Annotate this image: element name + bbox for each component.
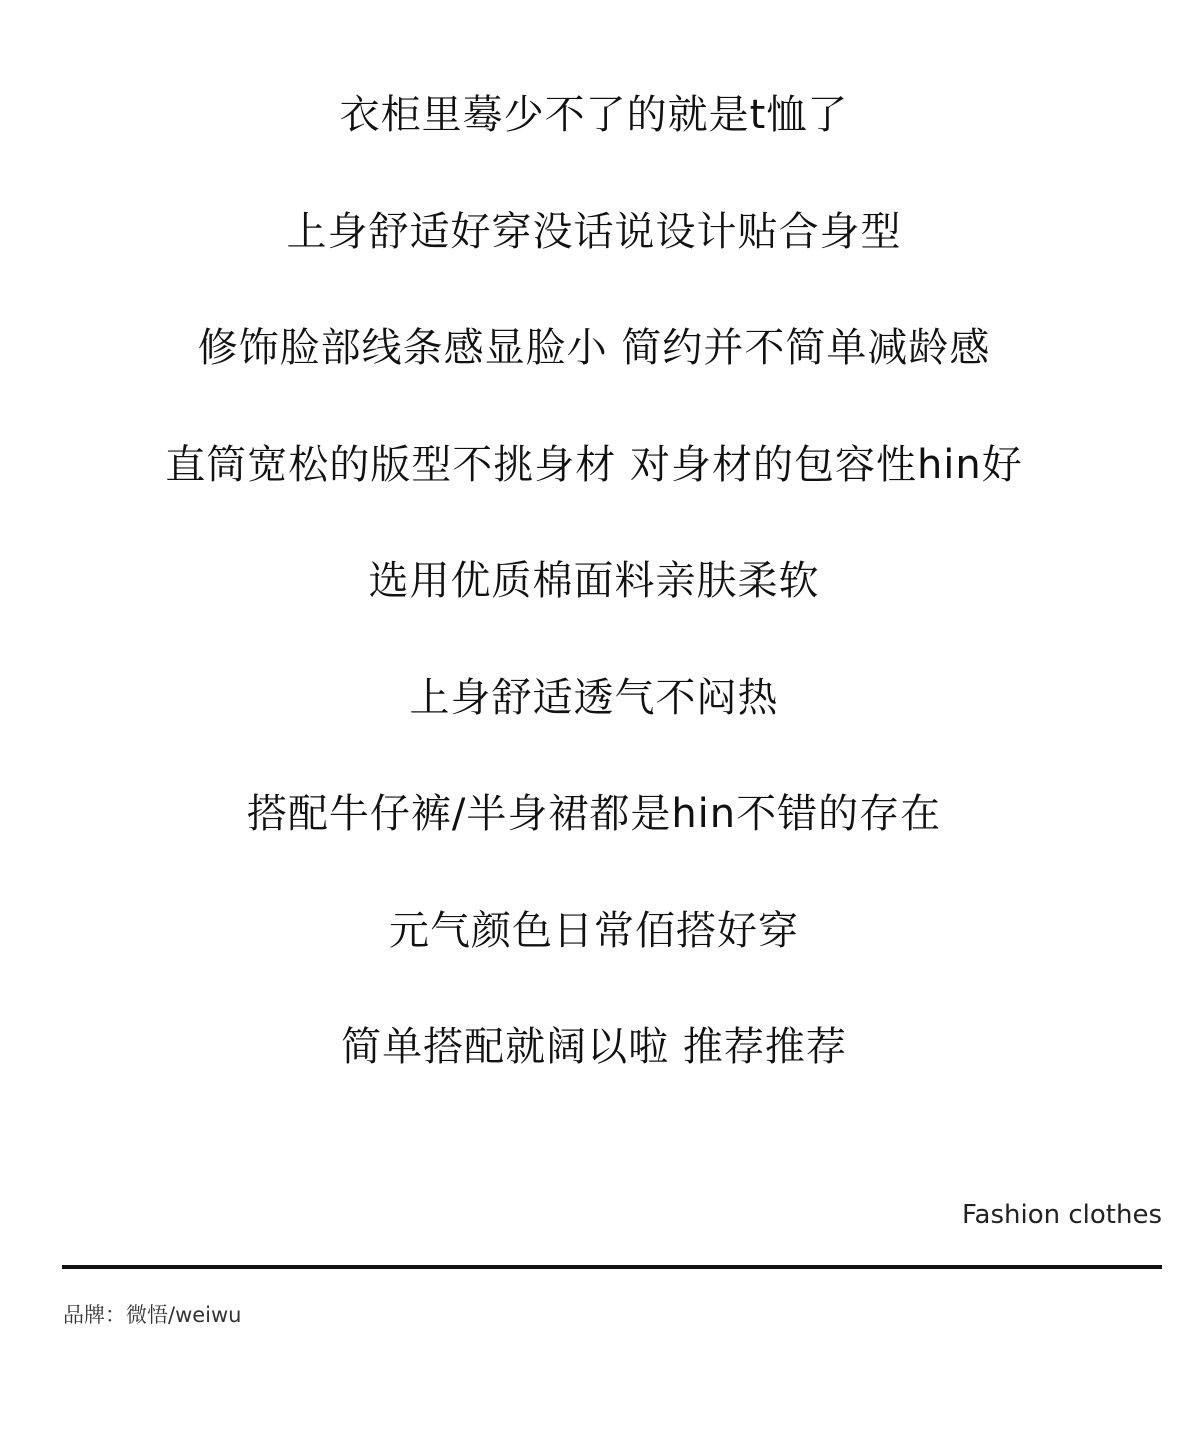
description-line: 元气颜色日常佰搭好穿 xyxy=(389,908,799,954)
fashion-tagline: Fashion clothes xyxy=(961,1200,1162,1230)
description-line: 衣柜里蓦少不了的就是t恤了 xyxy=(339,92,849,138)
description-line: 选用优质棉面料亲肤柔软 xyxy=(368,558,820,604)
section-divider xyxy=(62,1265,1162,1269)
description-line: 简单搭配就阔以啦 推荐推荐 xyxy=(341,1024,847,1070)
brand-label: 品牌：微悟/weiwu xyxy=(63,1303,242,1327)
description-line: 上身舒适透气不闷热 xyxy=(409,675,779,721)
description-line: 直筒宽松的版型不挑身材 对身材的包容性hin好 xyxy=(165,442,1023,488)
description-line: 搭配牛仔裤/半身裙都是hin不错的存在 xyxy=(246,791,942,837)
description-line: 上身舒适好穿没话说设计贴合身型 xyxy=(286,209,902,255)
description-line: 修饰脸部线条感显脸小 简约并不简单减龄感 xyxy=(197,325,991,371)
